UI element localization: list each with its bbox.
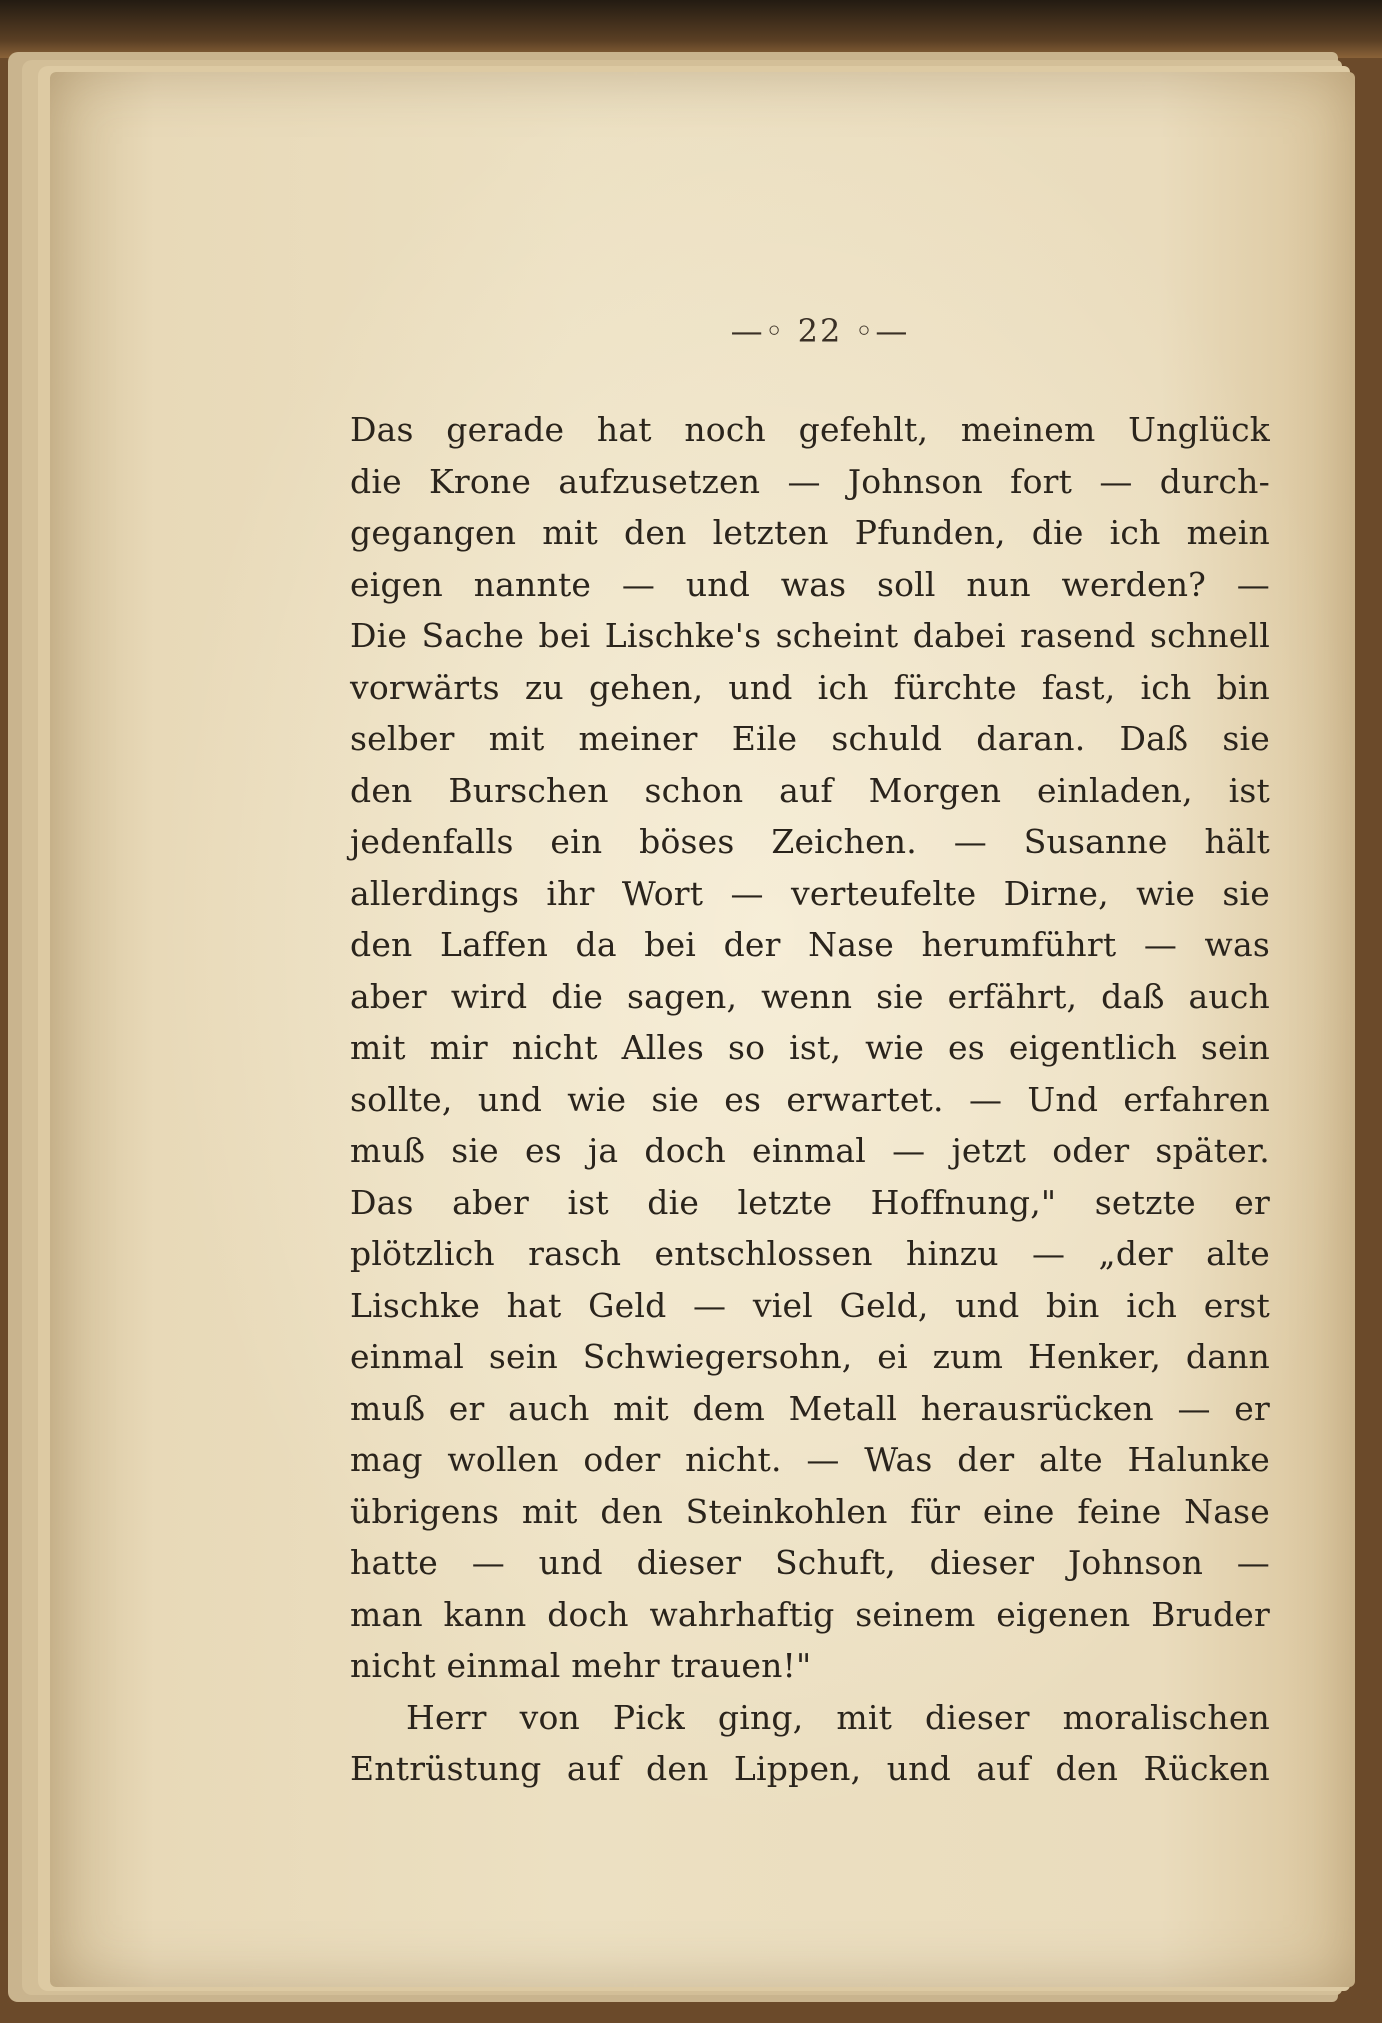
text-line: Die Sache bei Lischke's scheint dabei rasend schnell bbox=[350, 616, 1270, 655]
text-line: hatte — und dieser Schuft, dieser Johnson — bbox=[350, 1543, 1270, 1582]
text-block bbox=[350, 312, 1290, 1852]
text-line: übrigens mit den Steinkohlen für eine feine Nase bbox=[350, 1491, 1270, 1531]
text-line: gegangen mit den letzten Pfunden, die ich mein bbox=[350, 513, 1270, 552]
text-line: eigen nannte — und was soll nun werden? — bbox=[350, 564, 1270, 604]
text-line: Herr von Pick ging, mit dieser moralischen bbox=[406, 1697, 1270, 1737]
text-line: den Burschen schon auf Morgen einladen, ist bbox=[350, 770, 1270, 810]
text-line: allerdings ihr Wort — verteufelte Dirne, wie sie bbox=[350, 873, 1270, 913]
cover-edge bbox=[0, 0, 1382, 58]
text-line: mag wollen oder nicht. — Was der alte Halunke bbox=[350, 1440, 1270, 1479]
text-line: Lischke hat Geld — viel Geld, und bin ich erst bbox=[350, 1285, 1270, 1325]
text-line: Entrüstung auf den Lippen, und auf den Rücken bbox=[350, 1749, 1270, 1788]
text-line: plötzlich rasch entschlossen hinzu — „der alte bbox=[350, 1234, 1270, 1273]
text-line: Das aber ist die letzte Hoffnung," setzte er bbox=[350, 1182, 1270, 1222]
text-line: einmal sein Schwiegersohn, ei zum Henker, dann bbox=[350, 1337, 1270, 1376]
text-line: muß er auch mit dem Metall herausrücken — er bbox=[350, 1388, 1270, 1428]
text-line: nicht einmal mehr trauen!" bbox=[350, 1646, 812, 1685]
book-page bbox=[50, 72, 1355, 1987]
text-line: den Laffen da bei der Nase herumführt — was bbox=[350, 925, 1270, 964]
text-line: sollte, und wie sie es erwartet. — Und erfahren bbox=[350, 1079, 1270, 1119]
text-line: aber wird die sagen, wenn sie erfährt, daß auch bbox=[350, 976, 1270, 1016]
text-line: man kann doch wahrhaftig seinem eigenen Bruder bbox=[350, 1594, 1270, 1634]
text-line: muß sie es ja doch einmal — jetzt oder später. bbox=[350, 1131, 1270, 1170]
page-number: —◦ 22 ◦— bbox=[730, 312, 910, 350]
text-line: Das gerade hat noch gefehlt, meinem Unglück bbox=[350, 410, 1270, 449]
body-text bbox=[350, 404, 1270, 1795]
text-line: vorwärts zu gehen, und ich fürchte fast, ich bin bbox=[350, 667, 1270, 707]
text-line: die Krone aufzusetzen — Johnson fort — durch- bbox=[350, 461, 1270, 501]
text-line: jedenfalls ein böses Zeichen. — Susanne hält bbox=[350, 822, 1270, 861]
text-line: mit mir nicht Alles so ist, wie es eigentlich sein bbox=[350, 1028, 1270, 1067]
text-line: selber mit meiner Eile schuld daran. Daß sie bbox=[350, 719, 1270, 758]
